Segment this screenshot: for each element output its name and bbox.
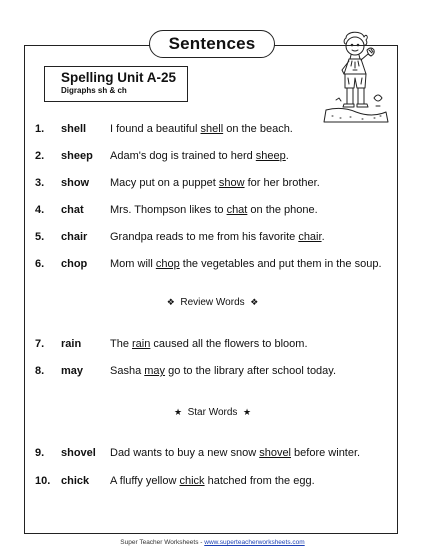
sentence: Macy put on a puppet show for her brother. [110,177,320,189]
beach-boy-illustration [322,28,390,124]
sentence: The rain caused all the flowers to bloom. [110,338,308,350]
underlined-word: shovel [259,447,291,459]
section-label: Review Words [180,297,245,308]
item-number: 7. [35,338,45,350]
spelling-word: chick [61,475,90,487]
sentence: Mrs. Thompson likes to chat on the phone. [110,204,318,216]
underlined-word: sheep [255,150,286,162]
star-icon: ★ [173,407,183,417]
underlined-word: shell [200,123,224,135]
underlined-word: chick [179,475,205,487]
underlined-word: may [144,365,166,377]
star-icon: ★ [242,407,252,417]
item-number: 4. [35,204,45,216]
underlined-word: show [218,177,245,189]
item-number: 10. [35,475,51,487]
item-number: 1. [35,123,45,135]
star-words-heading [0,405,425,420]
unit-title: Spelling Unit A-25 [61,70,177,85]
unit-subtitle: Digraphs sh & ch [61,86,127,95]
unit-box [44,66,188,102]
diamond-icon: ❖ [166,297,175,307]
underlined-word: chair [298,231,322,243]
spelling-word: shell [61,123,87,135]
item-number: 5. [35,231,45,243]
underlined-word: chat [226,204,248,216]
spelling-word: chat [61,204,84,216]
page-title: Sentences [149,30,275,58]
spelling-word: chop [61,258,88,270]
spelling-word: show [61,177,90,189]
spelling-word: shovel [61,447,96,459]
item-number: 9. [35,447,45,459]
sentence: Adam's dog is trained to herd sheep. [110,150,289,162]
item-number: 6. [35,258,45,270]
spelling-word: rain [61,338,82,350]
spelling-word: chair [61,231,88,243]
item-number: 2. [35,150,45,162]
sentence: I found a beautiful shell on the beach. [110,123,293,135]
underlined-word: rain [132,338,151,350]
footer-text: Super Teacher Worksheets - [120,539,205,546]
diamond-icon: ❖ [250,297,259,307]
review-words-heading [0,295,425,310]
footer [0,539,425,547]
sentence: Dad wants to buy a new snow shovel before winter. [110,447,361,459]
underlined-word: chop [155,258,180,270]
footer-link[interactable]: www.superteacherworksheets.com [204,539,305,546]
spelling-word: sheep [61,150,93,162]
sentence: Mom will chop the vegetables and put them in the soup. [110,258,382,270]
spelling-word: may [61,365,84,377]
sentence: Sasha may go to the library after school today. [110,365,337,377]
sentence: Grandpa reads to me from his favorite chair. [110,231,325,243]
sentence: A fluffy yellow chick hatched from the egg. [110,475,315,487]
section-label: Star Words [187,407,238,418]
item-number: 3. [35,177,45,189]
item-number: 8. [35,365,45,377]
